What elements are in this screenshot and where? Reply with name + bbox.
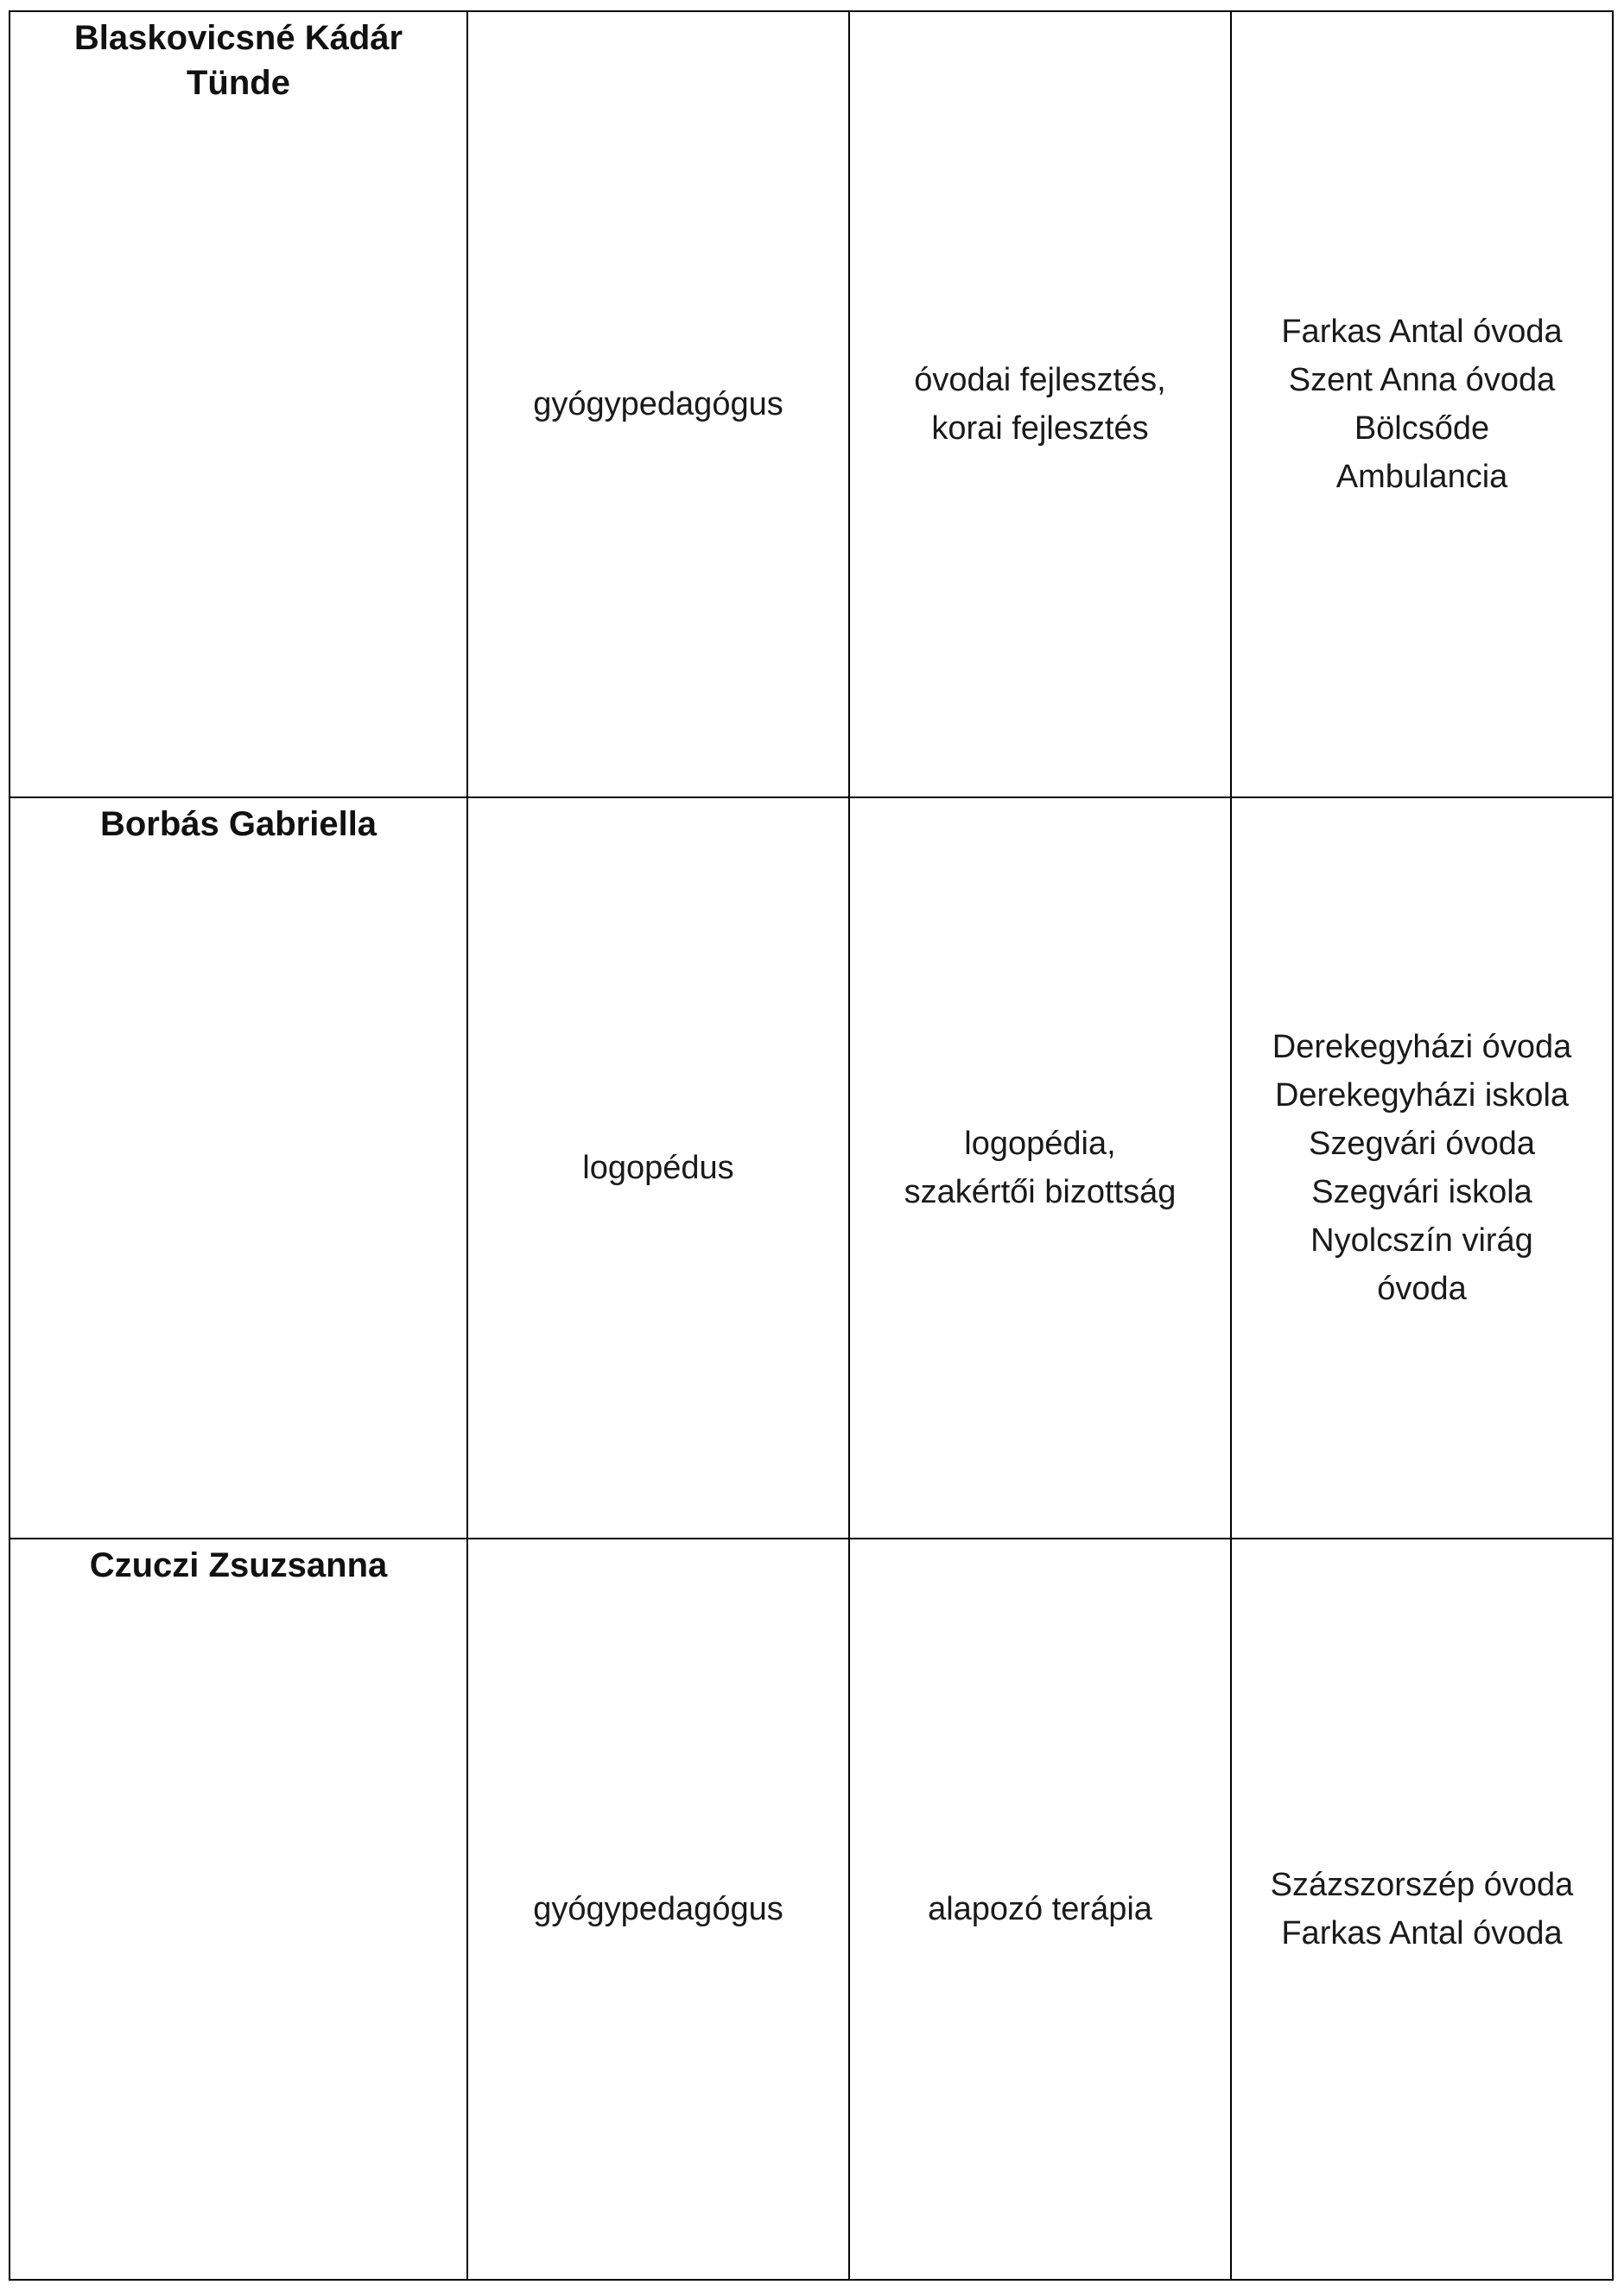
staff-name — [10, 798, 466, 852]
staff-name-line: Tünde — [187, 64, 290, 102]
task-line: korai fejlesztés — [931, 410, 1149, 447]
staff-row — [10, 797, 1613, 1539]
place-line: óvoda — [1377, 1271, 1467, 1307]
role-text: gyógypedagógus — [533, 1891, 783, 1927]
staff-row — [10, 1539, 1613, 2280]
place-line: Százszorszép óvoda — [1270, 1867, 1574, 1903]
staff-name — [10, 12, 466, 111]
staff-role — [467, 797, 849, 1539]
staff-name-line: Czuczi Zsuzsanna — [89, 1546, 388, 1584]
staff-photo-cell — [10, 1539, 467, 2280]
staff-name-line: Borbás Gabriella — [99, 805, 377, 843]
role-text: gyógypedagógus — [533, 386, 783, 422]
role-text: logopédus — [582, 1150, 734, 1186]
staff-photo-cell — [10, 797, 467, 1539]
staff-name — [10, 1539, 466, 1593]
staff-table — [9, 10, 1614, 2281]
place-line: Bölcsőde — [1354, 410, 1490, 447]
staff-tasks — [849, 11, 1231, 797]
place-line: Nyolcszín virág — [1310, 1222, 1533, 1259]
task-line: logopédia, — [964, 1126, 1116, 1162]
place-line: Derekegyházi iskola — [1274, 1077, 1570, 1114]
place-line: Szegvári iskola — [1311, 1174, 1532, 1210]
place-line: Ambulancia — [1335, 459, 1508, 495]
staff-photo-cell — [10, 11, 467, 797]
staff-name-line: Blaskovicsné Kádár — [73, 19, 403, 57]
staff-row — [10, 11, 1613, 797]
place-line: Szegvári óvoda — [1309, 1126, 1535, 1162]
staff-tasks — [849, 1539, 1231, 2280]
staff-tasks — [849, 797, 1231, 1539]
staff-role — [467, 11, 849, 797]
task-line: alapozó terápia — [928, 1891, 1152, 1927]
staff-role — [467, 1539, 849, 2280]
place-line: Farkas Antal óvoda — [1281, 1915, 1563, 1951]
task-line: óvodai fejlesztés, — [914, 362, 1166, 398]
staff-places — [1231, 797, 1613, 1539]
place-line: Derekegyházi óvoda — [1272, 1029, 1572, 1065]
staff-places — [1231, 1539, 1613, 2280]
place-line: Farkas Antal óvoda — [1281, 314, 1563, 350]
task-line: szakértői bizottság — [904, 1174, 1177, 1210]
place-line: Szent Anna óvoda — [1288, 362, 1556, 398]
staff-places — [1231, 11, 1613, 797]
